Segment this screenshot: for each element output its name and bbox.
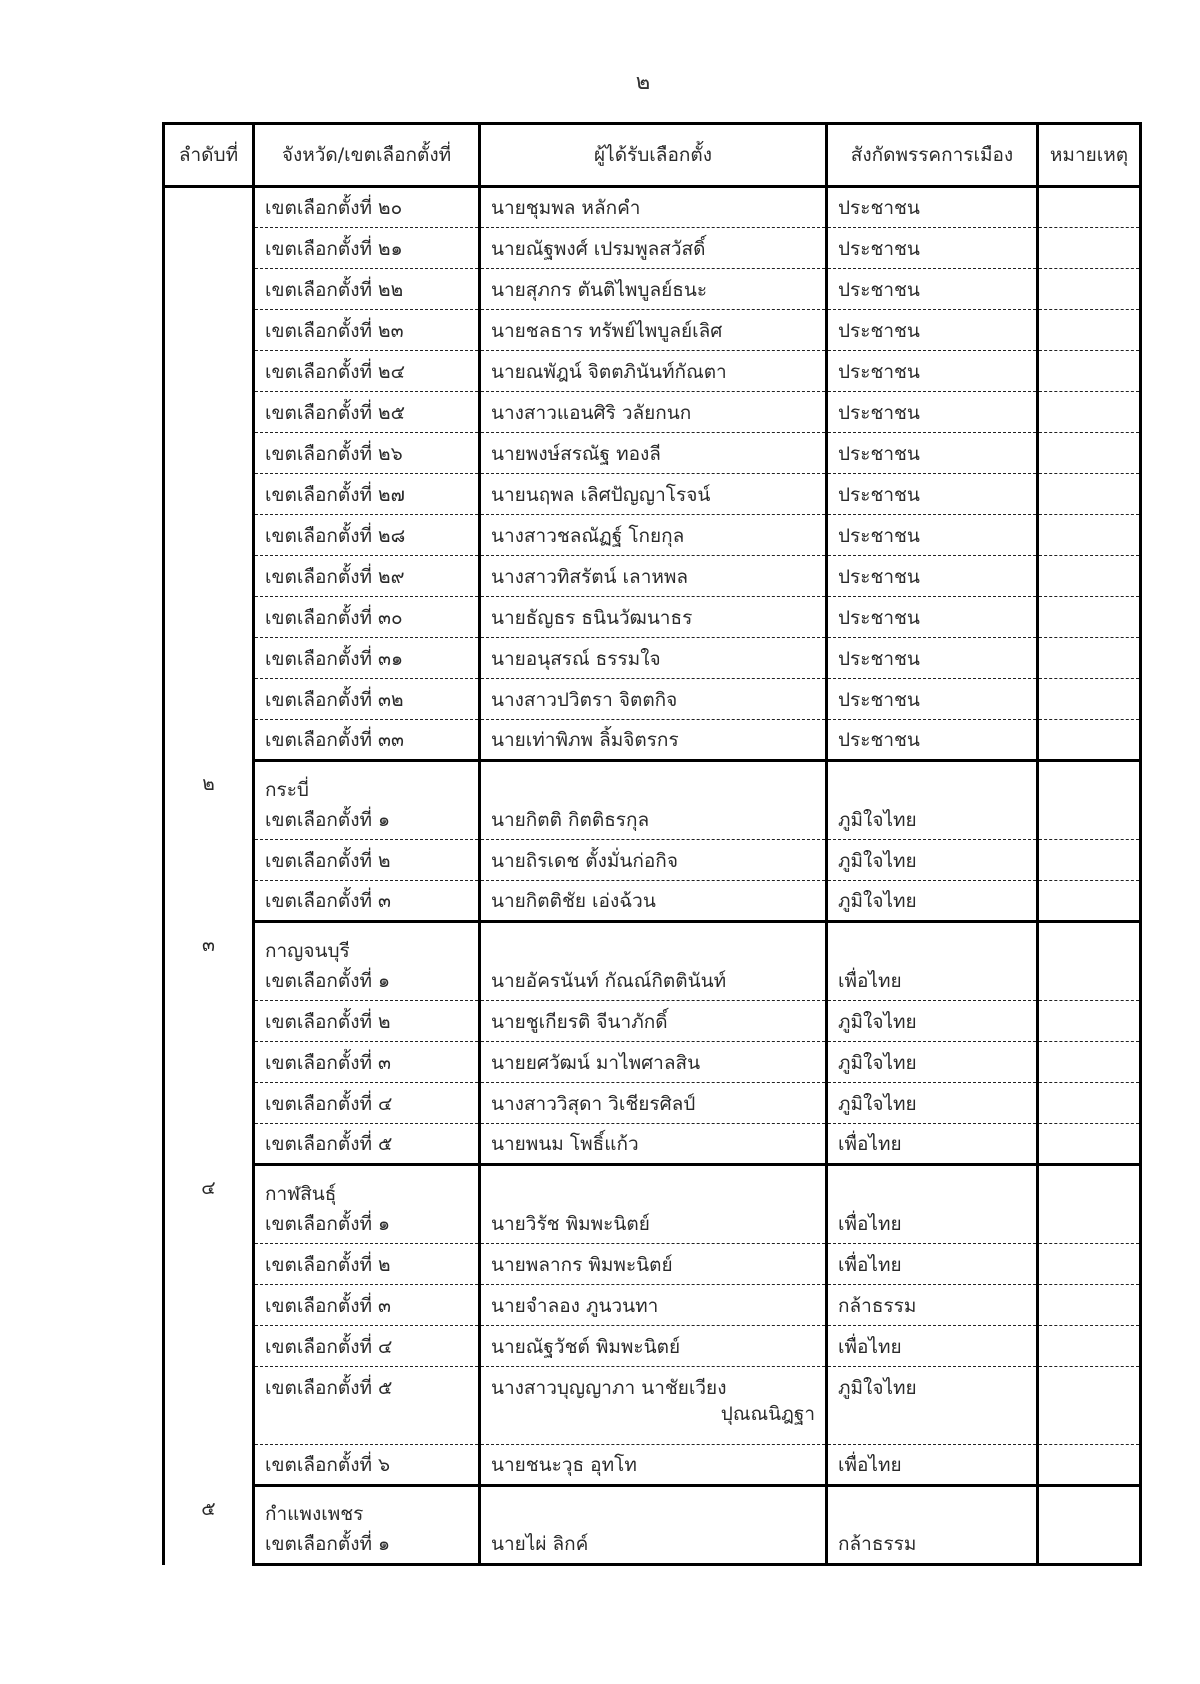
party-cell: ประชาชน [827,474,1038,515]
elected-name-cell [480,638,827,679]
table-row [164,1367,1141,1445]
constituency-cell [254,1165,480,1244]
elected-name: นางสาวชลณัฏฐ์ โกยกุล [491,525,685,547]
district-label: เขตเลือกตั้งที่ ๑ [265,1533,391,1555]
order-number: ๒ [164,761,254,922]
party-cell: ประชาชน [827,556,1038,597]
elected-name-cell [480,1083,827,1124]
remark-cell [1038,1285,1141,1326]
table-row [164,187,1141,228]
district-label: เขตเลือกตั้งที่ ๓๑ [265,648,404,670]
constituency-cell [254,556,480,597]
party-cell: ภูมิใจไทย [827,761,1038,840]
elected-name: นายณัฐวัชต์ พิมพะนิตย์ [491,1336,681,1358]
elected-name-cell [480,474,827,515]
table-row [164,515,1141,556]
elected-name: นายไผ่ ลิกค์ [491,1533,589,1555]
party-cell: ประชาชน [827,187,1038,228]
elected-name-cell [480,187,827,228]
elected-name: นายพลากร พิมพะนิตย์ [491,1254,673,1276]
elected-name: นางสาววิสุดา วิเชียรศิลป์ [491,1093,696,1115]
remark-cell [1038,840,1141,881]
constituency-cell [254,1083,480,1124]
elected-name-cell [480,228,827,269]
table-row [164,922,1141,1001]
constituency-cell [254,922,480,1001]
elected-name: นายวิรัช พิมพะนิตย์ [491,1213,650,1235]
district-label: เขตเลือกตั้งที่ ๑ [265,809,391,831]
remark-cell [1038,474,1141,515]
constituency-cell [254,310,480,351]
district-label: เขตเลือกตั้งที่ ๓ [265,1052,392,1074]
elected-name-cell [480,679,827,720]
header-remark: หมายเหตุ [1038,124,1141,187]
elected-name: นายสุภกร ตันติไพบูลย์ธนะ [491,279,708,301]
elected-name: นายธัญธร ธนินวัฒนาธร [491,607,693,629]
elected-name-cell [480,1285,827,1326]
table-row [164,351,1141,392]
elected-name-cell [480,392,827,433]
constituency-cell [254,597,480,638]
party-cell: ประชาชน [827,638,1038,679]
constituency-cell [254,638,480,679]
elected-name-cell [480,1486,827,1565]
remark-cell [1038,392,1141,433]
table-row [164,638,1141,679]
table-row [164,1326,1141,1367]
party-cell: เพื่อไทย [827,1244,1038,1285]
elected-name-cell [480,269,827,310]
table-row [164,881,1141,922]
elected-name-cell [480,1326,827,1367]
elected-name: นางสาวแอนศิริ วลัยกนก [491,402,692,424]
elected-name-cell [480,1445,827,1486]
elected-name: นายกิตติชัย เอ่งฉ้วน [491,890,656,912]
remark-cell [1038,597,1141,638]
district-label: เขตเลือกตั้งที่ ๓๐ [265,607,403,629]
district-label: เขตเลือกตั้งที่ ๖ [265,1454,391,1476]
party-cell: กล้าธรรม [827,1285,1038,1326]
district-label: เขตเลือกตั้งที่ ๒ [265,1011,391,1033]
remark-cell [1038,433,1141,474]
remark-cell [1038,1486,1141,1565]
constituency-cell [254,1042,480,1083]
province-name: กาฬสินธุ์ [265,1183,337,1205]
elected-name: นายชูเกียรติ จีนาภักดิ์ [491,1011,668,1033]
header-party: สังกัดพรรคการเมือง [827,124,1038,187]
elected-name-cell [480,351,827,392]
elected-name-cell [480,1001,827,1042]
party-cell: เพื่อไทย [827,1165,1038,1244]
remark-cell [1038,1001,1141,1042]
party-cell: เพื่อไทย [827,1326,1038,1367]
elected-name-cell [480,720,827,761]
party-cell: ประชาชน [827,679,1038,720]
district-label: เขตเลือกตั้งที่ ๔ [265,1093,393,1115]
table-row [164,433,1141,474]
elected-name-line2: ปุณณนิฎฐา [720,1403,815,1425]
province-name: กระบี่ [265,779,309,801]
party-cell: ประชาชน [827,515,1038,556]
party-cell: เพื่อไทย [827,1445,1038,1486]
province-name: กาญจนบุรี [265,940,350,962]
table-row [164,1486,1141,1565]
constituency-cell [254,392,480,433]
table-row [164,720,1141,761]
elected-name: นายชนะวุธ อุทโท [491,1454,637,1476]
remark-cell [1038,1124,1141,1165]
remark-cell [1038,310,1141,351]
constituency-cell [254,720,480,761]
elected-name: นายนฤพล เลิศปัญญาโรจน์ [491,484,711,506]
order-number: ๕ [164,1486,254,1565]
header-order: ลำดับที่ [164,124,254,187]
elected-name: นายอนุสรณ์ ธรรมใจ [491,648,661,670]
party-cell: เพื่อไทย [827,922,1038,1001]
elected-name-cell [480,310,827,351]
constituency-cell [254,1326,480,1367]
header-constituency: จังหวัด/เขตเลือกตั้งที่ [254,124,480,187]
party-cell: ภูมิใจไทย [827,1367,1038,1445]
elected-name-cell [480,840,827,881]
province-name: กำแพงเพชร [265,1503,364,1525]
table-body [164,187,1141,1565]
elected-name-cell [480,881,827,922]
party-cell: ประชาชน [827,433,1038,474]
header-elected: ผู้ได้รับเลือกตั้ง [480,124,827,187]
district-label: เขตเลือกตั้งที่ ๓๒ [265,689,404,711]
remark-cell [1038,515,1141,556]
table-row [164,1001,1141,1042]
table-row [164,1165,1141,1244]
remark-cell [1038,351,1141,392]
remark-cell [1038,1445,1141,1486]
table-row [164,474,1141,515]
elected-name: นายกิตติ กิตติธรกุล [491,809,650,831]
constituency-cell [254,1244,480,1285]
table-row [164,392,1141,433]
district-label: เขตเลือกตั้งที่ ๕ [265,1133,393,1155]
constituency-cell [254,840,480,881]
district-label: เขตเลือกตั้งที่ ๒๓ [265,320,404,342]
table-row [164,679,1141,720]
district-label: เขตเลือกตั้งที่ ๒๖ [265,443,403,465]
elected-name: นายอัครนันท์ กัณณ์กิตตินันท์ [491,970,727,992]
party-cell: กล้าธรรม [827,1486,1038,1565]
table-row [164,310,1141,351]
elected-name-cell [480,1367,827,1445]
district-label: เขตเลือกตั้งที่ ๒๐ [265,197,403,219]
constituency-cell [254,1001,480,1042]
constituency-cell [254,1486,480,1565]
elected-name: นายพนม โพธิ์แก้ว [491,1133,639,1155]
order-number [164,187,254,761]
elected-name: นายพงษ์สรณัฐ ทองลี [491,443,661,465]
elected-name-cell [480,1165,827,1244]
order-number: ๓ [164,922,254,1165]
elected-name-cell [480,597,827,638]
party-cell: ประชาชน [827,310,1038,351]
constituency-cell [254,515,480,556]
elected-name: นายชุมพล หลักคำ [491,197,641,219]
table-row [164,597,1141,638]
district-label: เขตเลือกตั้งที่ ๓ [265,1295,392,1317]
elected-name: นายณัฐพงศ์ เปรมพูลสวัสดิ์ [491,238,706,260]
remark-cell [1038,922,1141,1001]
remark-cell [1038,187,1141,228]
elected-name: นายจำลอง ภูนวนทา [491,1295,659,1317]
remark-cell [1038,720,1141,761]
district-label: เขตเลือกตั้งที่ ๒๑ [265,238,403,260]
elected-name-cell [480,1042,827,1083]
constituency-cell [254,1124,480,1165]
elected-name: นายณพัฎน์ จิตตภินันท์กัณตา [491,361,727,383]
remark-cell [1038,638,1141,679]
party-cell: ประชาชน [827,597,1038,638]
table-row [164,1042,1141,1083]
constituency-cell [254,433,480,474]
constituency-cell [254,351,480,392]
party-cell: ภูมิใจไทย [827,881,1038,922]
remark-cell [1038,228,1141,269]
remark-cell [1038,1244,1141,1285]
party-cell: ภูมิใจไทย [827,1001,1038,1042]
table-header-row [164,124,1141,187]
district-label: เขตเลือกตั้งที่ ๕ [265,1377,393,1399]
elected-name: นางสาวบุญญาภา นาชัยเวียง [491,1377,727,1399]
party-cell: ประชาชน [827,720,1038,761]
elected-name-cell [480,515,827,556]
district-label: เขตเลือกตั้งที่ ๒๔ [265,361,405,383]
elected-name: นายเท่าพิภพ ลิ้มจิตรกร [491,729,679,751]
election-results-table [162,122,1142,1566]
elected-name-cell [480,761,827,840]
table-row [164,269,1141,310]
table-row [164,228,1141,269]
order-number: ๔ [164,1165,254,1486]
district-label: เขตเลือกตั้งที่ ๑ [265,1213,391,1235]
elected-name: นายชลธาร ทรัพย์ไพบูลย์เลิศ [491,320,723,342]
remark-cell [1038,556,1141,597]
district-label: เขตเลือกตั้งที่ ๓ [265,890,392,912]
elected-name-cell [480,433,827,474]
elected-name-cell [480,1244,827,1285]
table-row [164,1083,1141,1124]
constituency-cell [254,881,480,922]
district-label: เขตเลือกตั้งที่ ๔ [265,1336,393,1358]
elected-name: นางสาวทิสรัตน์ เลาหพล [491,566,689,588]
district-label: เขตเลือกตั้งที่ ๒๕ [265,402,405,424]
constituency-cell [254,228,480,269]
party-cell: ประชาชน [827,228,1038,269]
constituency-cell [254,1445,480,1486]
party-cell: ประชาชน [827,392,1038,433]
district-label: เขตเลือกตั้งที่ ๑ [265,970,391,992]
district-label: เขตเลือกตั้งที่ ๒๙ [265,566,405,588]
remark-cell [1038,881,1141,922]
table-row [164,840,1141,881]
elected-name-cell [480,556,827,597]
remark-cell [1038,1326,1141,1367]
constituency-cell [254,1285,480,1326]
remark-cell [1038,761,1141,840]
table-row [164,1124,1141,1165]
remark-cell [1038,1083,1141,1124]
elected-name-cell [480,1124,827,1165]
elected-name: นายยศวัฒน์ มาไพศาลสิน [491,1052,701,1074]
district-label: เขตเลือกตั้งที่ ๒๒ [265,279,404,301]
constituency-cell [254,474,480,515]
district-label: เขตเลือกตั้งที่ ๓๓ [265,729,405,751]
elected-name: นายถิรเดช ตั้งมั่นก่อกิจ [491,850,678,872]
table-row [164,1244,1141,1285]
table-row [164,761,1141,840]
party-cell: ประชาชน [827,269,1038,310]
party-cell: ประชาชน [827,351,1038,392]
elected-name: นางสาวปวิตรา จิตตกิจ [491,689,678,711]
district-label: เขตเลือกตั้งที่ ๒ [265,1254,391,1276]
remark-cell [1038,1042,1141,1083]
remark-cell [1038,1165,1141,1244]
table-row [164,1285,1141,1326]
district-label: เขตเลือกตั้งที่ ๒ [265,850,391,872]
district-label: เขตเลือกตั้งที่ ๒๘ [265,525,406,547]
elected-name-cell [480,922,827,1001]
table-row [164,1445,1141,1486]
party-cell: ภูมิใจไทย [827,1042,1038,1083]
constituency-cell [254,1367,480,1445]
party-cell: ภูมิใจไทย [827,1083,1038,1124]
district-label: เขตเลือกตั้งที่ ๒๗ [265,484,405,506]
remark-cell [1038,679,1141,720]
remark-cell [1038,269,1141,310]
constituency-cell [254,269,480,310]
page-number: ๒ [635,70,651,95]
table-row [164,556,1141,597]
party-cell: เพื่อไทย [827,1124,1038,1165]
remark-cell [1038,1367,1141,1445]
constituency-cell [254,187,480,228]
party-cell: ภูมิใจไทย [827,840,1038,881]
constituency-cell [254,761,480,840]
constituency-cell [254,679,480,720]
